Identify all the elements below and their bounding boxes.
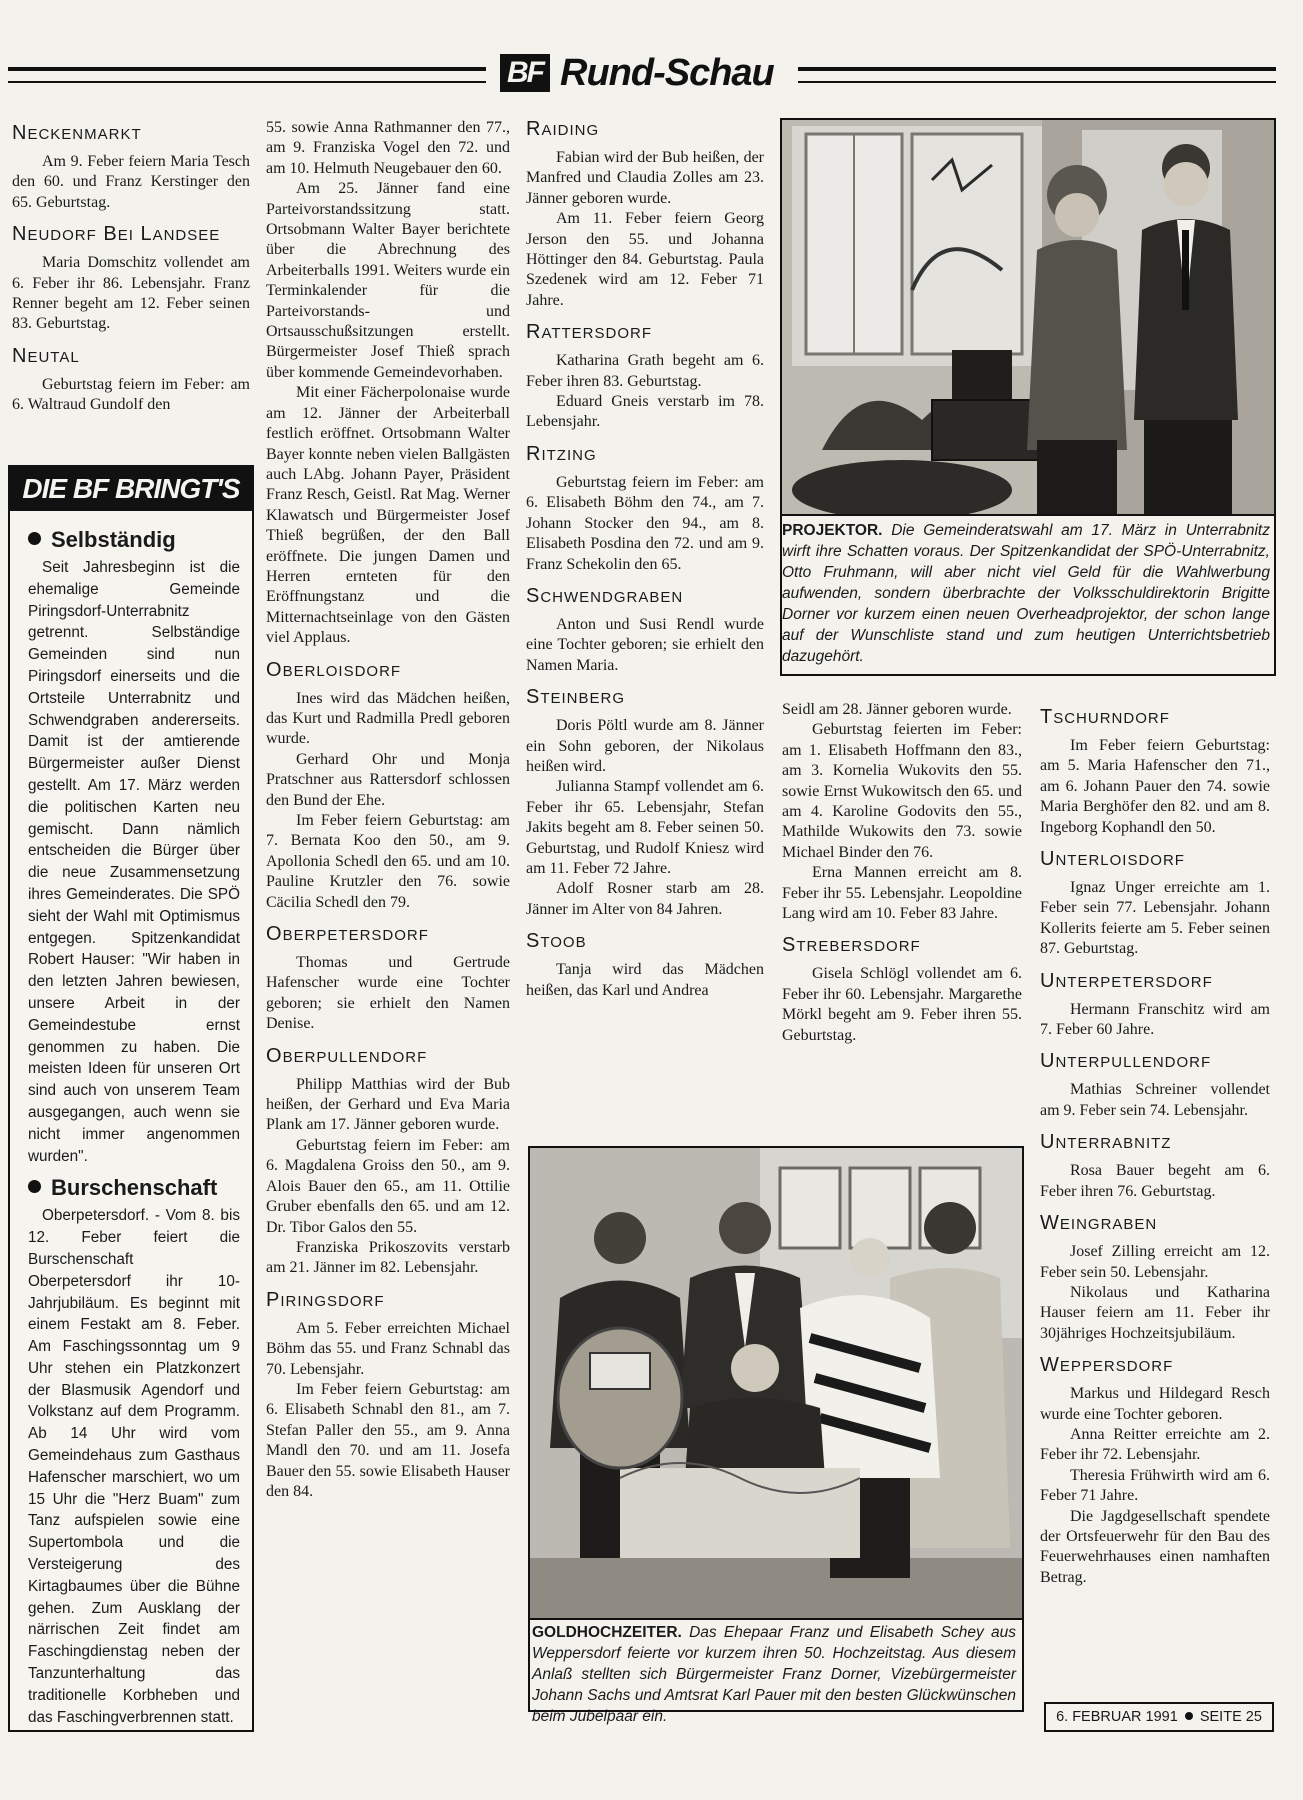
place-heading: UNTERRABNITZ [1040, 1131, 1172, 1154]
paragraph: Hermann Franschitz wird am 7. Feber 60 Jahre. [1040, 1000, 1270, 1039]
place-heading: NECKENMARKT [12, 122, 142, 144]
masthead [8, 50, 1278, 100]
place-heading: WEINGRABEN [1040, 1212, 1158, 1235]
paragraph: Mathias Schreiner vollendet am 9. Feber sein 74. Lebensjahr. [1040, 1081, 1270, 1119]
paragraph: Anton und Susi Rendl wurde eine Tochter geboren; sie erhielt den Namen Maria. [526, 615, 764, 674]
paragraph: 55. sowie Anna Rathmanner den 77., am 9. Franziska Vogel den 72. und am 10. Helmuth Neugebauer den 60. [266, 119, 510, 177]
paragraph: Am 11. Feber feiern Georg Jerson den 55. und Johanna Höttinger den 84. Geburtstag. Paula Szedenek wird am 12. Feber 71 Jahre. [526, 210, 764, 309]
paragraph: Katharina Grath begeht am 6. Feber ihren 83. Geburtstag. [526, 352, 764, 390]
place-heading: RATTERSDORF [526, 321, 653, 344]
paragraph: Am 5. Feber erreichten Michael Böhm das 55. und Franz Schnabl das 70. Lebensjahr. [266, 1319, 510, 1378]
column-3 [526, 118, 764, 1001]
place-heading: RITZING [526, 442, 597, 465]
paragraph: Rosa Bauer begeht am 6. Feber ihren 76. Geburtstag. [1040, 1162, 1270, 1200]
masthead-rule-left [8, 67, 486, 83]
paragraph: Anna Reitter erreichte am 2. Feber ihr 72. Lebensjahr. [1040, 1425, 1270, 1464]
paragraph: Franziska Prikoszovits verstarb am 21. Jänner im 82. Lebensjahr. [266, 1238, 510, 1277]
photo-projektor-image [782, 120, 1274, 514]
footer-bullet [1185, 1712, 1193, 1720]
caption-projektor-text: Die Gemeinderatswahl am 17. März in Unterrabnitz wirft ihre Schatten voraus. Der Spitzenkandidat der SPÖ-Unterrabnitz, Otto Fruhmann, will aber nicht viel Geld für die Wahlwerbung aufwenden, sondern überbrachte der Volksschuldirektorin Brigitte Dorner vor kurzem einen neuen Overheadprojektor, der schon lange auf der Wunschliste stand und zum heutigen Unterrichtsbetrieb dazugehört. [782, 522, 1270, 665]
caption-projektor-head: PROJEKTOR. [782, 522, 883, 539]
box-item-text: Oberpetersdorf. - Vom 8. bis 12. Feber feiert die Burschenschaft Oberpetersdorf ihr 10-Jahrjubiläum. Es beginnt mit einem Festakt am 8. Feber. Am Faschingssonntag um 9 Uhr stehen ein Platzkonzert der Blasmusik Agendorf und Volkstanz auf dem Programm. Ab 14 Uhr wird vom Gemeindehaus zum Gasthaus Hafenscher marschiert, wo um 15 Uhr die "Herz Buam" zum Tanz aufspielen sowie eine Supertombola und die Versteigerung des Kirtagbaumes über die Bühne gehen. Zum Ausklang der närrischen Zeit findet am Faschingdienstag neben der Tanzunterhaltung das traditionelle Korbheben und das Faschingverbrennen statt. [28, 1207, 240, 1726]
place-heading: UNTERPETERSDORF [1040, 969, 1213, 992]
paragraph: Im Feber feiern Geburtstag: am 5. Maria Hafenscher den 71., am 6. Johann Pauer den 74. sowie Maria Berghöfer den 82. und am 8. Ingeborg Kophandl den 50. [1040, 737, 1270, 836]
paragraph: Thomas und Gertrude Hafenscher wurde eine Tochter geboren; sie erhielt den Namen Denise. [266, 954, 510, 1033]
paragraph: Josef Zilling erreicht am 12. Feber sein 50. Lebensjahr. [1040, 1243, 1270, 1281]
column-2 [266, 118, 510, 1502]
column-4 [782, 700, 1022, 1046]
place-heading: UNTERPULLENDORF [1040, 1050, 1212, 1073]
place-heading: STREBERSDORF [782, 934, 921, 957]
place-heading: NEUDORF BEI LANDSEE [12, 223, 221, 246]
paragraph: Gisela Schlögl vollendet am 6. Feber ihr 60. Lebensjahr. Margarethe Mörkl begeht am 9. Feber ihren 55. Geburtstag. [782, 965, 1022, 1044]
paragraph: Julianna Stampf vollendet am 6. Feber ihr 65. Lebensjahr, Stefan Jakits begeht am 8. Feber seinen 50. Geburtstag, und Rudolf Kniesz wird am 11. Feber 72 Jahre. [526, 778, 764, 877]
paragraph: Markus und Hildegard Resch wurde eine Tochter geboren. [1040, 1385, 1270, 1423]
box-item-heading: Burschenschaft [28, 1175, 240, 1201]
paragraph: Erna Mannen erreicht am 8. Feber ihr 55. Lebensjahr. Leopoldine Lang wird am 10. Feber 83 Jahre. [782, 864, 1022, 923]
paragraph: Doris Pöltl wurde am 8. Jänner ein Sohn geboren, der Nikolaus heißen wird. [526, 717, 764, 775]
masthead-rule-right [798, 67, 1276, 83]
paragraph: Mit einer Fächerpolonaise wurde am 12. Jänner der Arbeiterball festlich eröffnet. Ortsobmann Walter Bayer konnte neben vielen Ballgästen auch LAbg. Johann Payer, Präsident Franz Resch, Geistl. Rat Mag. Werner Klawatsch und Bürgermeister Josef Thieß begrüßen, der den Ball eröffnete. Die jungen Damen und Herren ernteten für den Eröffnungstanz und die Mitternachtseinlage von den Gästen viel Applaus. [266, 384, 510, 647]
bullet-icon [28, 532, 41, 545]
box-item-heading: Selbständig [28, 527, 240, 553]
paragraph: Gerhard Ohr und Monja Pratschner aus Rattersdorf schlossen den Bund der Ehe. [266, 750, 510, 809]
caption-goldhochzeiter-head: GOLDHOCHZEITER. [532, 1624, 682, 1641]
place-heading: TSCHURNDORF [1040, 706, 1170, 728]
place-heading: STOOB [526, 930, 587, 953]
paragraph: Geburtstag feierten im Feber: am 1. Elisabeth Hoffmann den 83., am 3. Kornelia Wukovits den 55. sowie Ernst Wukowitsch den 65. und am 4. Karoline Godovits den 55., Mathilde Wukowits den 73. sowie Michael Binder den 76. [782, 721, 1022, 861]
paragraph: Am 9. Feber feiern Maria Tesch den 60. und Franz Kerstinger den 65. Geburtstag. [12, 153, 250, 211]
paragraph: Am 25. Jänner fand eine Parteivorstandssitzung statt. Ortsobmann Walter Bayer berichtete über die Abrechnung des Arbeiterballs 1991. Weiters wurde ein Terminkalender für die Parteivorstands- und Ortsausschußsitzungen erstellt. Bürgermeister Josef Thieß sprach über kommende Gemeindevorhaben. [266, 180, 510, 381]
paragraph: Geburtstag feiern im Feber: am 6. Magdalena Groiss den 50., am 9. Alois Bauer den 65., am 11. Ottilie Gruber ebenfalls den 65. und am 12. Dr. Tibor Galos den 55. [266, 1136, 510, 1236]
paragraph: Maria Domschitz vollendet am 6. Feber ihr 86. Lebensjahr. Franz Renner begeht am 12. Feber seinen 83. Geburtstag. [12, 254, 250, 333]
paragraph: Im Feber feiern Geburtstag: am 7. Bernata Koo den 50., am 9. Apollonia Schedl den 65. und am 10. Pauline Krutzler den 76. sowie Cäcilia Schedl den 79. [266, 812, 510, 911]
paragraph: Seidl am 28. Jänner geboren wurde. [782, 701, 1012, 718]
paragraph: Geburtstag feiern im Feber: am 6. Waltraud Gundolf den [12, 375, 250, 414]
paragraph: Philipp Matthias wird der Bub heißen, der Gerhard und Eva Maria Plank am 17. Jänner geboren wurde. [266, 1075, 510, 1134]
box-item-text: Seit Jahresbeginn ist die ehemalige Gemeinde Piringsdorf-Unterrabnitz getrennt. Selbständige Gemeinden sind nun Piringsdorf einerseits und die Ortsteile Unterrabnitz und Schwendgraben andererseits. Damit ist der amtierende Bürgermeister außer Dienst gestellt. Am 17. März werden die politischen Karten neu gemischt. Dann nämlich entscheiden die Bürger über die neue Zusammensetzung ihres Gemeinderates. Die SPÖ sieht der Wahl mit Optimismus entgegen. Spitzenkandidat Robert Hauser: "Wir haben in den letzten Jahren bewiesen, unsere Arbeit in der Gemeindestube ernst genommen zu haben. Die meisten Ideen für unseren Ort sind auch von unserem Team ausgegangen, auch wenn sie nicht immer angenommen wurden". [28, 559, 240, 1165]
paragraph: Geburtstag feiern im Feber: am 6. Elisabeth Böhm den 74., am 7. Johann Stocker den 94., am 8. Elisabeth Posdina den 72. und am 9. Franz Schekolin den 65. [526, 473, 764, 573]
place-heading: NEUTAL [12, 344, 80, 367]
box-title: DIE BF BRINGT'S [10, 467, 252, 511]
place-heading: OBERPULLENDORF [266, 1044, 428, 1067]
paragraph: Nikolaus und Katharina Hauser feiern am 11. Feber ihr 30jähriges Hochzeitsjubiläum. [1040, 1283, 1270, 1342]
paragraph: Tanja wird das Mädchen heißen, das Karl und Andrea [526, 961, 764, 999]
photo-goldhochzeiter [528, 1146, 1024, 1620]
page-footer [1044, 1702, 1274, 1732]
place-heading: PIRINGSDORF [266, 1288, 385, 1311]
paragraph: Ines wird das Mädchen heißen, das Kurt und Radmilla Predl geboren wurde. [266, 689, 510, 748]
place-heading: WEPPERSDORF [1040, 1354, 1174, 1377]
place-heading: OBERPETERSDORF [266, 923, 429, 946]
place-heading: STEINBERG [526, 686, 626, 709]
bullet-icon [28, 1180, 41, 1193]
box-body [10, 511, 252, 1728]
section-title: Rund-Schau [560, 52, 774, 94]
paragraph: Eduard Gneis verstarb im 78. Lebensjahr. [526, 393, 764, 431]
place-heading: UNTERLOISDORF [1040, 848, 1185, 871]
footer-date: 6. FEBRUAR 1991 [1056, 1709, 1178, 1725]
caption-goldhochzeiter-text: Das Ehepaar Franz und Elisabeth Schey aus Weppersdorf feierte vor kurzem ihren 50. Hochzeitstag. Aus diesem Anlaß stellten sich Bürgermeister Franz Dorner, Vizebürgermeister Johann Sachs und Amtsrat Karl Pauer mit den besten Glückwünschen beim Jubelpaar ein. [532, 1624, 1016, 1725]
paragraph: Im Feber feiern Geburtstag: am 6. Elisabeth Schnabl den 81., am 7. Stefan Paller den 55., am 9. Anna Mandl den 70. und am 11. Josefa Bauer den 55. sowie Elisabeth Hauser den 84. [266, 1380, 510, 1500]
caption-goldhochzeiter-frame [528, 1616, 1024, 1712]
bf-logo: BF [500, 54, 550, 92]
column-1 [12, 122, 250, 416]
caption-projektor-frame [780, 512, 1276, 676]
place-heading: RAIDING [526, 118, 600, 140]
photo-projektor [780, 118, 1276, 516]
paragraph: Ignaz Unger erreichte am 1. Feber sein 77. Lebensjahr. Johann Kollerits feierte am 5. Feber seinen 87. Geburtstag. [1040, 879, 1270, 958]
place-heading: OBERLOISDORF [266, 658, 402, 681]
paragraph: Adolf Rosner starb am 28. Jänner im Alter von 84 Jahren. [526, 880, 764, 918]
die-bf-bringts-box [8, 465, 254, 1732]
footer-page: SEITE 25 [1199, 1709, 1262, 1725]
column-5 [1040, 706, 1270, 1588]
photo-goldhochzeiter-image [530, 1148, 1022, 1618]
paragraph: Die Jagdgesellschaft spendete der Ortsfeuerwehr für den Bau des Feuerwehrhauses einen namhaften Betrag. [1040, 1507, 1270, 1586]
place-heading: SCHWENDGRABEN [526, 584, 684, 607]
paragraph: Fabian wird der Bub heißen, der Manfred und Claudia Zolles am 23. Jänner geboren wurde. [526, 149, 764, 207]
paragraph: Theresia Frühwirth wird am 6. Feber 71 Jahre. [1040, 1466, 1270, 1505]
